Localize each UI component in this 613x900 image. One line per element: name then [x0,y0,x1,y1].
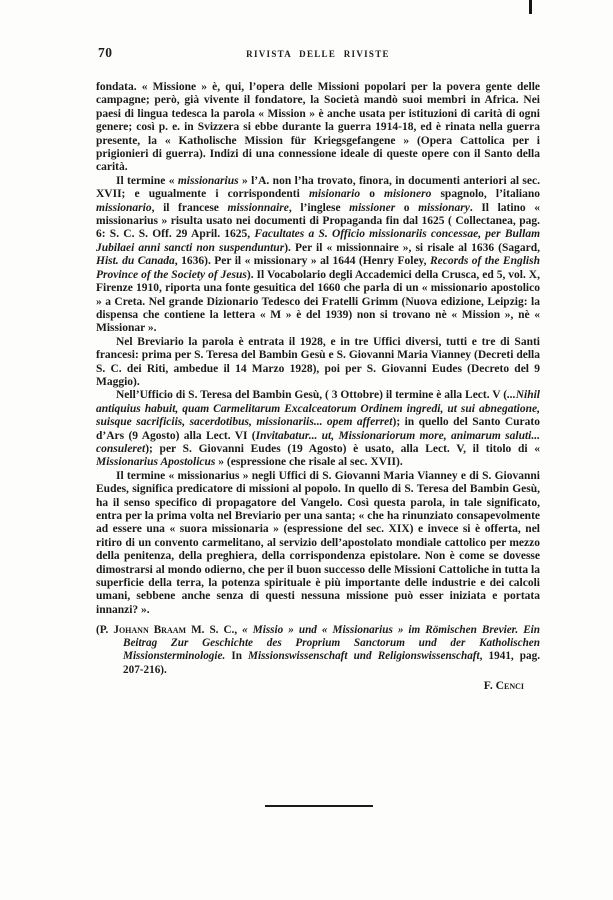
text-run: Il termine « missionarius » negli Uffici di S. Giovanni Maria Vianney e di S. Giovanni Eudes, significa predicatore di missioni al popolo. In quello di S. Teresa del Bambin Gesù, ha il senso specifico di propagatore del Vangelo. Così questa parola, in tale significato, entra per la prima volta nel Breviario per una santa; « che ha rinunziato consapevolmente ad essere una « suora missionaria » (espressione del sec. XIX) e invece si è offerta, nel ritiro di un convento carmelitano, al servizio dell’apostolato mondiale cattolico per mezzo della penitenza, della preghiera, della corrispondenza epistolare. Non è come se dovesse dimostrarsi al mondo odierno, che per il buon successo delle Missioni Cattoliche in tutta la superficie della terra, la potenza spirituale è più importante delle industrie e dei calcoli umani, sebbene anche senza di questi nessuna missione può esser iniziata e portata innanzi? ». [96,469,540,616]
text-run: . Il latino « missionarius » risulta usato nei documenti di Propaganda fin dal 1625 ( Collectanea, pag. 6: S. C. S. Off. 29 April. 1625, [96,201,541,241]
author-signature: F. Cenci [483,678,524,692]
text-run: » (espressione che risale al sec. XVII). [215,456,403,469]
text-run: missionarius [177,174,239,187]
text-run: o [395,201,419,214]
page-number: 70 [98,45,113,60]
text-run: fondata. « Missione » è, qui, l’opera delle Missioni popolari per la povera gente delle campagne; però, già vivente il fondatore, la Società mandò suoi membri in Africa. Nei paesi di lingua tedesca la parola « Mission » è anche usata per istituzioni di carità di ogni genere; così p. e. in Svizzera si ebbe durante la guerra 1914-18, ed è rinata nella guerra presente, la « Katholische Mission für Kriegsgefangene » (Opera Cattolica per i prigionieri di guerra). Indizi di una connessione ideale di queste opere con il Santo della carità. [96,81,540,174]
text-run: missioner [349,201,396,214]
text-run: ); in quello del Santo Curato d’Ars (9 Agosto) alla Lect. VI ( [96,416,540,442]
text-run: Nel Breviario la parola è entrata il 1928, e in tre Uffici diversi, tutti e tre di Santi francesi: prima per S. Teresa del Bambin Gesù e S. Giovanni Maria Vianney (Decreti della S. C. dei Riti, ambedue il 14 Marzo 1928), poi per S. Giovanni Eudes (Decreto del 9 Maggio). [96,335,540,388]
scan-artifact-mark [529,0,532,14]
text-run: In [225,650,249,663]
text-run: Missionarius Apostolicus [96,456,216,469]
article-body [96,81,540,692]
text-run: spagnolo, l’italiano [431,188,540,201]
paragraph [96,336,540,390]
text-run: (P. [96,624,114,637]
text-run: missionary [418,201,470,214]
text-run: Facultates a S. Officio missionariis concessae, per Bullam Jubilaei anni sancti non suspenduntur [96,228,541,254]
text-run: ); per S. Giovanni Eudes (19 Agosto) è usato, alla Lect. V, il titolo di « [145,442,540,455]
text-run: o [360,188,385,201]
text-run: , 1636). Per il « missionary » al 1644 (Henry Foley, [174,255,430,268]
text-run: Hist. du Canada [96,255,175,268]
text-run: misionero [384,188,432,201]
text-run: » l’A. non l’ha trovato, finora, in documenti anteriori al sec. XVII; e ugualmente i corrispondenti [96,174,540,201]
citation [96,624,540,676]
section-divider-rule [265,805,373,807]
text-run: ...Nihil antiquius habuit, quam Carmelitarum Excalceatorum Ordinem ingredi, ut sui abnegatione, suisque sacrificiis, sacerdotibus, missionariis... opem afferret [96,389,540,429]
journal-title: RIVISTA DELLE RIVISTE [246,49,390,59]
text-run: Missionswissenschaft und Religionswissenschaft [248,650,480,663]
paragraphs [96,81,540,617]
text-run: Johann Braam [113,624,187,637]
text-run: , il francese [151,201,228,214]
text-run: ). Il Vocabolario degli Accademici della Crusca, ed 5, vol. X, Firenze 1910, riporta una fonte gesuitica del 1660 che parla di un « missionario apostolico » a Creta. Nel grande Dizionario Tedesco dei Fratelli Grimm (Nuova edizione, Leipzig: la dispensa che contiene la lettera « M » è del 1939) non si trovano nè « Mission », nè « Missionar ». [96,268,540,335]
page-header [96,47,540,63]
text-run: Invitabatur... ut, Missionariorum more, animarum saluti... consuleret [96,429,540,455]
text-run: , 1941, pag. 207-216). [123,650,540,676]
paragraph [96,175,540,336]
text-run: ). Per il « missionnaire », si risale al 1636 (Sagard, [284,241,540,254]
text-run: missionnaire [227,201,289,214]
text-run: Il termine « [116,174,178,187]
text-run: , l’inglese [288,201,350,214]
text-run: M. S. C., [186,624,243,637]
text-run: « Missio » und « Missionarius » im Römischen Brevier. Ein Beitrag Zur Geschichte des Proprium Sanctorum und der Katholischen Missionsterminologie. [123,624,541,663]
paragraph [96,470,540,617]
text-run: misionario [308,188,361,201]
text-run: Records of the English Province of the Society of Jesus [96,255,540,281]
text-run: missionario [96,201,152,214]
paragraph [96,81,540,175]
paragraph [96,389,540,469]
text-run: Nell’Ufficio di S. Teresa del Bambin Gesù, ( 3 Ottobre) il termine è alla Lect. V ( [116,389,508,402]
